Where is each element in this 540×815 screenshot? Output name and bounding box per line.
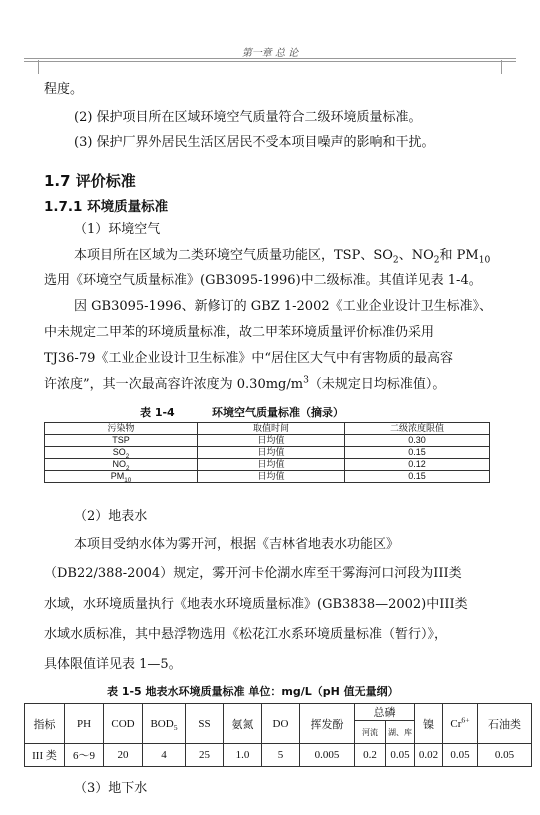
paragraph-line: 中未规定二甲苯的环境质量标准，故二甲苯环境质量评价标准仍采用: [44, 325, 435, 340]
pollutant-name: TSP: [112, 435, 130, 445]
table-cell: 0.2: [355, 744, 386, 767]
paragraph-line: [74, 248, 490, 264]
paragraph-line: 具体限值详见表 1—5。: [44, 657, 182, 672]
table-row: [45, 435, 490, 447]
table-cell: 日均值: [198, 459, 345, 471]
header-text: Cr: [450, 717, 462, 730]
paragraph-line: （DB22/388-2004）规定，雾开河卡伦湖水库至干雾海河口河段为III类: [44, 566, 462, 581]
table-cell: [45, 447, 198, 459]
table-cell: 日均值: [198, 471, 345, 483]
text-run: 本项目所在区域为二类环境空气质量功能区，TSP、SO: [74, 248, 393, 263]
table-header-cell: 挥发酚: [300, 704, 355, 744]
subscript: 2: [125, 452, 130, 460]
corner-mark-left: [24, 60, 39, 74]
pollutant-name: PM: [110, 471, 125, 481]
subscript: 10: [124, 476, 132, 484]
page-header: 第一章 总 论: [241, 48, 299, 59]
pollutant-name: NO: [112, 459, 126, 469]
table-header-cell: 总磷: [355, 704, 415, 721]
table-header-row: [25, 704, 532, 721]
table-cell: 日均值: [198, 447, 345, 459]
item-heading: （3）地下水: [74, 781, 148, 796]
text-run: （未规定日均标准值）。: [308, 377, 446, 392]
table-caption: 表 1-5 地表水环境质量标准 单位：mg/L（pH 值无量纲）: [107, 685, 399, 698]
table-header-cell: SS: [186, 704, 224, 744]
table-cell: 4: [143, 744, 186, 767]
table-cell: 0.02: [415, 744, 443, 767]
table-header-cell: 湖、库: [386, 721, 415, 744]
paragraph-line: (3) 保护厂界外居民生活区居民不受本项目噪声的影响和干扰。: [74, 135, 435, 150]
table-header-cell: 指标: [25, 704, 65, 744]
paragraph-line: TJ36-79《工业企业设计卫生标准》中“居住区大气中有害物质的最高容: [44, 351, 454, 366]
subscript: 2: [433, 255, 440, 266]
table-header-cell: 取值时间: [198, 423, 345, 435]
table-cell: 0.005: [300, 744, 355, 767]
table-cell: 6～9: [65, 744, 104, 767]
section-heading: 1.7 评价标准: [44, 172, 136, 190]
table-header-cell: COD: [104, 704, 143, 744]
table-header-cell: 石油类: [478, 704, 532, 744]
table-cell: 0.15: [345, 447, 490, 459]
table-header-cell: PH: [65, 704, 104, 744]
table-caption-title: 环境空气质量标准（摘录）: [212, 406, 344, 419]
pollutant-name: SO: [112, 447, 126, 457]
table-header-cell: 镍: [415, 704, 443, 744]
table-cell: [45, 435, 198, 447]
table-header-cell: 氨氮: [224, 704, 262, 744]
table-cell: 25: [186, 744, 224, 767]
table-cell: III 类: [25, 744, 65, 767]
header-text: BOD: [150, 717, 174, 730]
table-cell: 0.05: [386, 744, 415, 767]
table-cell: [45, 459, 198, 471]
table-row: [45, 471, 490, 483]
table-header-cell: [143, 704, 186, 744]
subscript: 10: [478, 255, 491, 266]
paragraph-line: (2) 保护项目所在区域环境空气质量符合二级环境质量标准。: [74, 110, 422, 125]
table-header-cell: 污染物: [45, 423, 198, 435]
item-heading: （1）环境空气: [74, 222, 161, 237]
table-caption-number: 表 1-4: [140, 406, 175, 419]
paragraph-line: 本项目受纳水体为雾开河，根据《吉林省地表水功能区》: [74, 537, 400, 552]
air-quality-table: [44, 422, 490, 483]
superscript: 6+: [461, 714, 470, 724]
paragraph-line: 因 GB3095-1996、新修订的 GBZ 1-2002《工业企业设计卫生标准》、: [74, 299, 493, 314]
text-run: 和 PM: [439, 248, 479, 263]
table-cell: 0.05: [478, 744, 532, 767]
table-cell: 0.30: [345, 435, 490, 447]
paragraph-line: [44, 377, 445, 393]
table-header-row: [45, 423, 490, 435]
text-run: 、NO: [398, 248, 434, 263]
superscript: 3: [303, 375, 309, 386]
paragraph-line: 选用《环境空气质量标准》(GB3095-1996)中二级标准。其值详见表 1-4。: [44, 273, 482, 288]
subscript: 5: [173, 722, 178, 732]
subscript: 2: [125, 464, 130, 472]
table-cell: 0.12: [345, 459, 490, 471]
subsection-heading: 1.7.1 环境质量标准: [44, 199, 169, 215]
table-cell: 20: [104, 744, 143, 767]
subscript: 2: [392, 255, 399, 266]
table-row: [25, 744, 532, 767]
table-cell: 日均值: [198, 435, 345, 447]
table-header-cell: 二级浓度限值: [345, 423, 490, 435]
table-cell: 1.0: [224, 744, 262, 767]
table-cell: 5: [262, 744, 300, 767]
table-row: [45, 459, 490, 471]
table-header-cell: 河流: [355, 721, 386, 744]
surface-water-table: [24, 703, 532, 767]
paragraph-line: 程度。: [44, 82, 84, 97]
header-rule-top: [24, 58, 516, 59]
table-cell: 0.05: [443, 744, 478, 767]
header-rule-bottom: [24, 61, 516, 62]
table-header-cell: [443, 704, 478, 744]
item-heading: （2）地表水: [74, 509, 148, 524]
corner-mark-right: [501, 60, 516, 74]
table-header-cell: DO: [262, 704, 300, 744]
paragraph-line: 水域，水环境质量执行《地表水环境质量标准》(GB3838—2002)中III类: [44, 597, 468, 612]
paragraph-line: 水域水质标准，其中悬浮物选用《松花江水系环境质量标准（暂行）》，: [44, 627, 448, 642]
table-cell: 0.15: [345, 471, 490, 483]
table-row: [45, 447, 490, 459]
table-cell: [45, 471, 198, 483]
text-run: 许浓度”，其一次最高容许浓度为 0.30mg/m: [44, 377, 304, 392]
